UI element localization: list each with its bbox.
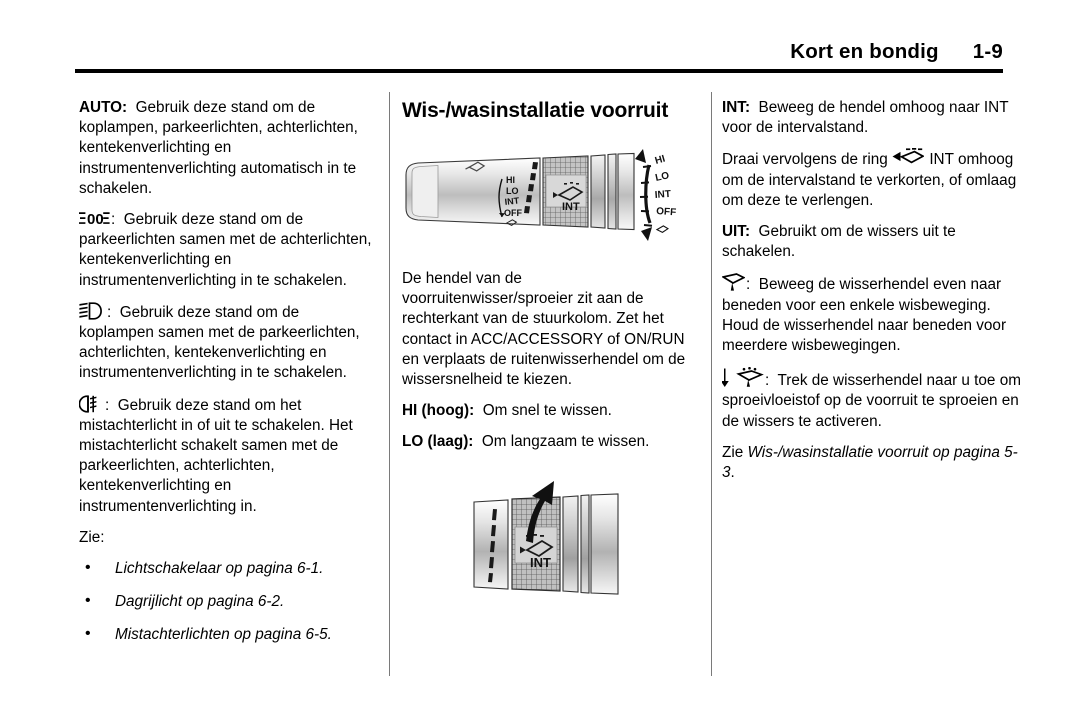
page-header: [75, 40, 1003, 73]
wiper-icon: [722, 273, 745, 292]
term-uit: UIT:: [722, 223, 751, 241]
list-item[interactable]: [79, 592, 377, 612]
term-int: INT:: [722, 99, 751, 116]
paragraph-headlamp: [79, 302, 377, 384]
see-prefix: Zie: [722, 443, 744, 461]
paragraph-washer-text: Trek de wisserhendel naar u toe om sproeivloeistof op de voorruit te sproeien en de wissers te activeren.: [722, 372, 1021, 430]
callout-label-off: OFF: [655, 206, 677, 219]
paragraph-uit-text: Gebruikt om de wissers uit te schakelen.: [722, 223, 956, 261]
intermittent-wiper-ring-icon: [892, 148, 924, 167]
column-divider-1: [389, 92, 390, 676]
paragraph-ring-text-before: Draai vervolgens de ring: [722, 151, 888, 169]
paragraph-lo-text: Om langzaam te wissen.: [481, 433, 650, 451]
ring-band-label: INT: [562, 201, 580, 213]
paragraph-hi: [402, 401, 694, 421]
term-lo: LO (laag):: [402, 433, 474, 451]
paragraph-headlamp-text: Gebruik deze stand om de koplampen samen met de parkeerlichten, achterlichten, kentekenverlichting en instrumentenverlichting in te schakelen.: [79, 303, 360, 382]
section-heading: Wis-/wasinstallatie voorruit: [402, 99, 669, 122]
paragraph-int: [722, 98, 1022, 138]
callout-label-int: INT: [654, 188, 672, 201]
column-2: [402, 98, 694, 605]
stalk-label-hi: HI: [506, 175, 515, 185]
list-item[interactable]: [79, 625, 377, 645]
paragraph-parking-lights: [79, 210, 377, 291]
cross-reference-link[interactable]: Lichtschakelaar op pagina 6-1.: [115, 560, 324, 578]
svg-text:00: 00: [87, 211, 104, 228]
term-auto: AUTO:: [79, 99, 128, 116]
paragraph-uit: [722, 222, 1022, 262]
washer-pull-icon: [722, 367, 764, 388]
paragraph-hi-text: Om snel te wissen.: [482, 402, 612, 420]
wiper-stalk-rotate-ring-illustration: [436, 469, 660, 605]
column-1: [79, 98, 377, 659]
windshield-wiper-stalk-illustration: [400, 137, 692, 255]
paragraph-single-wipe-text: Beweeg de wisserhendel even naar beneden voor een enkele wisbeweging. Houd de wisserhendel naar beneden voor meerdere wisbewegingen.: [722, 276, 1007, 355]
cross-reference-link[interactable]: Mistachterlichten op pagina 6-5.: [115, 626, 332, 644]
ring-band-label-2: INT: [530, 554, 551, 570]
stalk-label-int: INT: [504, 195, 520, 207]
stalk-label-off: OFF: [504, 208, 522, 218]
column-divider-2: [711, 92, 712, 676]
list-item[interactable]: [79, 559, 377, 579]
separator: :: [107, 303, 112, 321]
cross-reference-list: [79, 559, 377, 646]
callout-label-hi: HI: [653, 153, 667, 167]
column-3: [722, 98, 1022, 494]
paragraph-int-text: Beweeg de hendel omhoog naar INT voor de intervalstand.: [722, 99, 1009, 137]
page-number: 1-9: [972, 40, 1003, 63]
header-rule: [75, 69, 1003, 73]
term-hi: HI (hoog):: [402, 402, 475, 420]
ring-icon-label: INT: [929, 151, 954, 169]
paragraph-foglamp-text: Gebruik deze stand om het mistachterlicht in of uit te schakelen. Het mistachterlicht schakelt samen met de parkeerlichten, achterlichten, kentekenverlichting en instrumentenverlichting in.: [79, 396, 353, 515]
separator: :: [105, 396, 110, 414]
separator: :: [746, 276, 751, 294]
paragraph-auto: [79, 98, 377, 199]
stalk-label-lo: LO: [506, 186, 519, 196]
paragraph-rear-fog-lamp: [79, 395, 377, 517]
see-also-label: Zie:: [79, 528, 105, 546]
callout-label-lo: LO: [654, 170, 671, 184]
separator: :: [765, 372, 770, 390]
parking-lights-icon: [79, 210, 110, 227]
page-title: Kort en bondig: [790, 40, 939, 63]
rear-fog-lamp-icon: [79, 395, 104, 413]
paragraph-ring-text-after: omhoog om de intervalstand te verkorten, of omlaag om deze te verlengen.: [722, 151, 1017, 209]
paragraph-lo: [402, 432, 694, 452]
see-suffix: .: [730, 464, 735, 482]
see-also-reference: [722, 443, 1022, 483]
cross-reference-link[interactable]: Wis-/wasinstallatie voorruit op pagina 5-3: [722, 443, 1018, 482]
cross-reference-link[interactable]: Dagrijlicht op pagina 6-2.: [115, 593, 285, 611]
paragraph-washer: [722, 367, 1022, 432]
paragraph-wiper-intro: De hendel van de voorruitenwisser/sproeier zit aan de rechterkant van de stuurkolom. Zet het contact in ACC/ACCESSORY of ON/RUN en verplaats de ruitenwisserhendel om de wissersnelheid te kiezen.: [402, 270, 686, 389]
paragraph-ring: [722, 148, 1022, 211]
headlamp-low-beam-icon: [79, 302, 106, 320]
paragraph-single-wipe: [722, 273, 1022, 356]
paragraph-parking-text: Gebruik deze stand om de parkeerlichten samen met de achterlichten, kentekenverlichting en instrumentenverlichting in te schakelen.: [79, 211, 372, 289]
paragraph-auto-text: Gebruik deze stand om de koplampen, parkeerlichten, achterlichten, kentekenverlichting en instrumentenverlichting automatisch in te schakelen.: [79, 99, 358, 197]
separator: :: [111, 211, 116, 229]
